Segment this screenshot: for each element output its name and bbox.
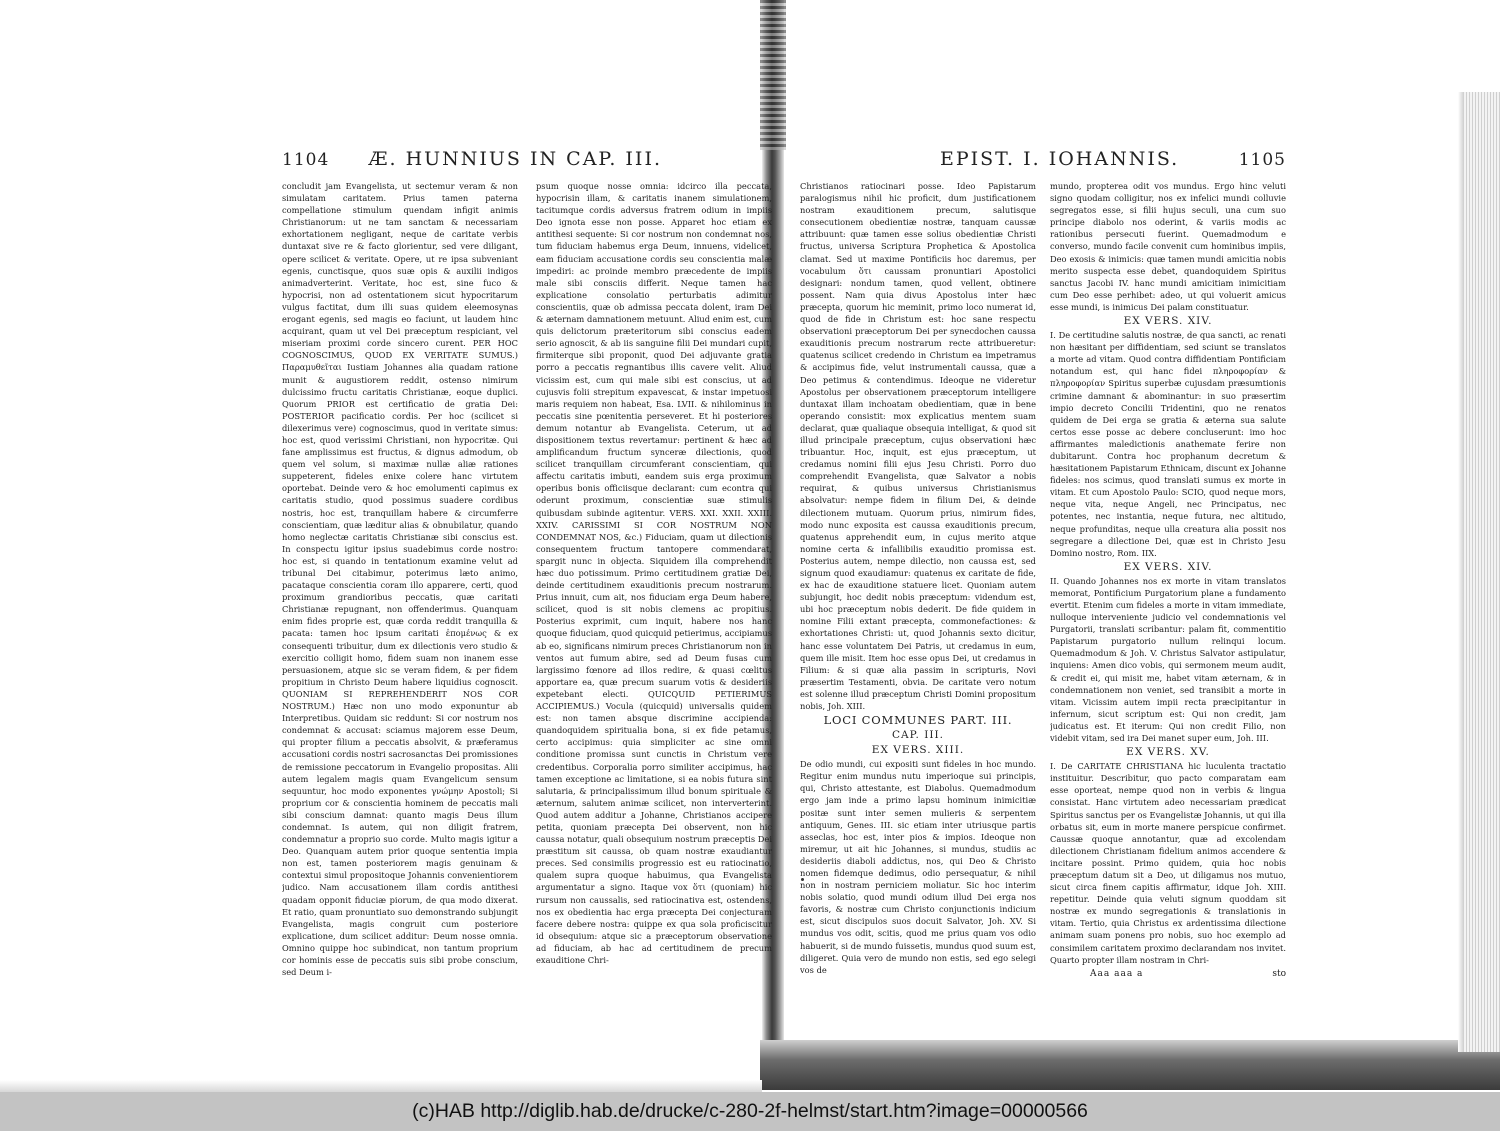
right-page [800, 140, 1286, 1020]
signature-mark: Aaa aaa a [1090, 968, 1144, 979]
right-page-number: 1105 [1238, 150, 1286, 170]
section-heading-cap: CAP. III. [891, 729, 944, 742]
right-column-2-para-3: I. De CARITATE CHRISTIANA hic luculenta tractatio instituitur. Describitur, quo pacto comparatam eam esse oporteat, nempe quod non in verbis & lingua consistat. Hanc virtutem adeo necessariam prædicat Spiritus sanctus per os Evangelistæ Johannis, ut qui illa orbatus sit, eum in morte manere perspicue confirmet. Caussæ quoque annotantur, quæ ad excolendam dilectionem Christianam fidelium animos accendere & incitare possint. Primo quidem, quia hoc nobis præceptum datum sit a Deo, ut diligamus nos mutuo, sicut circa finem capitis affirmatur, idque Joh. XIII. repetitur. Deinde quia veluti signum quoddam sit nostræ ex mundo segregationis & translationis in vitam. Tertio, quia Christus ex ardentissima dilectione animam suam ponens pro nobis, suo hoc exemplo ad consimilem caritatem proximo declarandam nos invitet. Quarto propter illam nostram in Chri- [1050, 761, 1286, 965]
left-column-1 [282, 180, 518, 1020]
scan-table-shadow [760, 1040, 1500, 1090]
left-column-1-text: concludit jam Evangelista, ut sectemur veram & non simulatam caritatem. Prius tamen paterna compellatione stimulum quendam infigit animis Christianorum: ut ne tam sanctam & necessariam exhortationem negligant, neque de caritate verbis duntaxat sive re & facto glorientur, sed vere diligant, opere scilicet & veritate. Opere, ut re ipsa subveniant egenis, cunctisque, quos suæ opis & auxilii indigos animadverterint. Veritate, hoc est, sine fuco & hypocrisi, non ad ostentationem sicut hypocritarum vulgus factitat, dum illi suas quidem eleemosynas erogant egenis, sed magis eo faciunt, ut laudem hinc acquirant, quam ut vel Dei præceptum respiciant, vel miseriam proximi corde sincero curent. PER HOC COGNOSCIMUS, QUOD EX VERITATE SUMUS.) Παραμυθεῖται Iustiam Johannes alia quadam ratione munit & augustiorem reddit, ostenso nimirum dulcissimo fructu caritatis Christianæ, eoque duplici. Quorum PRIOR est certificatio de gratia Dei: POSTERIOR pacificatio cordis. Per hoc (scilicet si dilexerimus vere) cognoscimus, quod in veritate simus: hoc est, quod verissimi Christiani, non hypocritæ. Qui fane amplissimus est fructus, & dignus admodum, ob quem vel solum, si maximæ nullæ aliæ rationes suppeterent, fideles enixe colere hanc virtutem oportebat. Deinde vero & hoc emolumenti capimus ex caritatis studio, quod possimus suadere cordibus nostris, hoc est, tranquillam habere & circumferre conscientiam, quæ læditur alias & obnubilatur, quando homo neglectæ caritatis Christianæ sibi conscius est. In conspectu igitur ipsius suadebimus corde nostro: hoc est, si quando in tentationum examine velut ad tribunal Dei citabimur, poterimus læto animo, pacataque conscientia coram illo apparere, certi, quod proximum grandioribus peccatis, quæ caritati Christianæ repugnant, non offenderimus. Quanquam enim fides proprie est, quæ corda reddit tranquilla & pacata: tamen hoc ipsum caritati ἐπομένως & ex consequenti tribuitur, dum ex dilectionis vero studio & exercitio colligit homo, fidem suam non inanem esse persuasionem, atque sic se veram fidem, & per fidem propitium in Christo Deum habere liquidius cognoscit. QUONIAM SI REPREHENDERIT NOS COR NOSTRUM.) Hæc non uno modo exponuntur ab Interpretibus. Quidam sic reddunt: Si cor nostrum nos condemnat & accusat: sciamus majorem esse Deum, qui propter filium a peccatis absolvit, & præferamus accusationi cordis nostri sacrosanctas Dei promissiones de remissione peccatorum in Evangelio propositas. Alii autem legalem magis quam Evangelicum sensum sequuntur, hoc modo exponentes γνώμην Apostoli; Si proprium cor & conscientia hominem de peccatis mali sibi conscium damnat: quanto magis Deus illum condemnat. Is autem, qui non diligit fratrem, condemnatur a proprio suo corde. Multo magis igitur a Deo. Quanquam autem prior quoque sententia impia non est, tamen posteriorem magis genuinam & contextui simul propositoque Johannis convenientiorem judico. Nam accusationem illam cordis antithesi quadam opponit fiduciæ piorum, de qua modo dixerat. Et ratio, quam pronuntiato suo demonstrando subjungit Evangelista, magis congruit cum posteriore explicatione, dum scilicet additur: Deum nosse omnia. Omnino quippe hoc subindicat, non tantum proprium cor hominis esse de peccatis suis sibi probe conscium, sed Deum i- [282, 181, 518, 978]
right-running-head [800, 140, 1286, 170]
left-column-2-text: psum quoque nosse omnia: idcirco illa peccata, hypocrisin illam, & caritatis inanem simulationem, tacitumque cordis adversus fratrem odium in impiis Deo ignota esse non posse. Apparet hoc etiam ex antithesi sequente: Si cor nostrum non condemnat nos, tum fiduciam habemus erga Deum, innuens, videlicet, eam fiduciam accusatione cordis seu conscientia malæ impediri: ac proinde membro præcedente de impiis male sibi consciis differit. Neque tamen hac explicatione consolatio perturbatis adimitur conscientiis, quæ ob admissa peccata dolent, iram Dei & æternam damnationem metuunt. Aliud enim est, cum quis delictorum præteritorum sibi conscius eadem serio agnoscit, & ab iis sanguine filii Dei mundari cupit, firmiterque sibi proponit, quod Dei adjuvante gratia porro a peccatis regnantibus illis cavere velit. Aliud vicissim est, cum qui male sibi est conscius, ut ad cujusvis folii strepitum expavescat, & instar impetuosi maris requiem non habeat, Esa. LVII. & nihilominus in peccatis sine pœnitentia perseveret. Et hi posteriores demum notantur ab Evangelista. Ceterum, ut ad dispositionem textus revertamur: pertinent & hæc ad amplificandum fructum synceræ dilectionis, quod scilicet tranquillam circumferant conscientiam, qui affectu caritatis imbuti, eandem suis erga proximum operibus bonis officiisque declarant: cum econtra qui oderunt proximum, conscientiæ suæ stimulis quibusdam subinde agitentur. VERS. XXI. XXII. XXIII. XXIV. CARISSIMI SI COR NOSTRUM NON CONDEMNAT NOS, &c.) Fiduciam, quam ut dilectionis consequentem fructum tantopere commendarat, spargit nunc in objecta. Siquidem illa comprehendit hæc duo potissimum. Primo certitudinem gratiæ Dei, deinde certitudinem exauditionis precum nostrarum. Prius innuit, cum ait, nos fiduciam erga Deum habere, scilicet, quod is sit nobis clemens ac propitius. Posterius exprimit, cum inquit, habere nos hanc quoque fiduciam, quod quicquid petierimus, accipiamus ab eo, significans nimirum preces Christianorum non in ventos aut fumum abire, sed ad Deum fusas cum largissimo fœnore ad illos redire, & quasi cœlitus apportare ea, quæ precum suarum votis & desideriis expetebant electi. QUICQUID PETIERIMUS ACCIPIEMUS.) Vocula (quicquid) universalis quidem est: non tamen absque discrimine accipienda: quandoquidem spiritualia bona, si ex fide petamus, certo accipimus: quia simpliciter ac sine omni conditione promissa sunt cunctis in Christum vere credentibus. Corporalia porro similiter accipimus, hac tamen exceptione ac limitatione, si ea nobis futura sint salutaria, & principalissimum illud bonum spirituale & æternum, salutem animæ scilicet, non interverterint. Quod autem additur a Johanne, Christianos accipere petita, quoniam præcepta Dei observent, non hic caussa notatur, quali obsequium nostrum præceptis Dei præstitum sit caussa, ob quam nostræ exaudiantur preces. Sed consimilis progressio est eu ratiocinatio, qualem supra quoque habuimus, qua Evangelista argumentatur a signo. Itaque vox ὅτι (quoniam) hic rursum non caussalis, sed ratiocinativa est, ostendens, nos ex obedientia hac erga præcepta Dei conjecturam facere debere nostra: quippe ex qua sola proficiscitur id obsequium: atque sic a præceptorum observatione ad fiduciam, ab hac ad certitudinem de precum exauditione Chri- [536, 181, 772, 965]
right-page-columns [800, 180, 1286, 1020]
source-credit-text: (c)HAB http://diglib.hab.de/drucke/c-280-2f-helmst/start.htm?image=00000566 [412, 1100, 1088, 1122]
right-column-2-para-2: II. Quando Johannes nos ex morte in vitam translatos memorat, Pontificium Purgatorium plane a fundamento evertit. Etenim cum fideles a morte in vitam immediate, nulloque interveniente judicio vel condemnationis vel Purgatorii, translati scribantur: palam fit, commentitio Papistarum purgatorio nullum relinqui locum. Quemadmodum & Joh. V. Christus Salvator astipulatur, inquiens: Amen dico vobis, qui sermonem meum audit, & credit ei, qui misit me, habet vitam æternam, & in condemnationem non veniet, sed transibit a morte in vitam. Vicissim autem impii recta præcipitantur in infernum, sicut scriptum est: Qui non credit, jam judicatus est. Et iterum: Qui non credit Filio, non videbit vitam, sed ira Dei manet super eum, Joh. III. [1050, 575, 1286, 744]
right-column-1 [800, 180, 1036, 1020]
right-column-2 [1050, 180, 1286, 1020]
left-running-head [282, 140, 772, 170]
right-column-1-tail-text: De odio mundi, cui expositi sunt fideles in hoc mundo. Regitur enim mundus nutu imperioque sui principis, qui, Christo attestante, est Diabolus. Quemadmodum ergo jam inde a primo lapsu hominum inimicitiæ positæ sunt inter semen mulieris & serpentem antiquum, Genes. III. sic etiam inter utriusque partis asseclas, hoc est, inter pios & impios. Ideoque non miremur, ut ait hic Johannes, si mundus, studiis ac desideriis diaboli addictus, nos, qui Deo & Christo nomen fidemque dedimus, odio persequatur, & nihil non in nostram perniciem moliatur. Sic hoc interim nobis solatio, quod mundi odium illud Dei erga nos favoris, & nostræ cum Christo conjunctionis indicium est, sicut discipulos suos docuit Salvator, Joh. XV. Si mundus vos odit, scitis, quod me prius quam vos odio habuerit, si de mundo fuissetis, mundus quod suum est, diligeret. Quia vero de mundo non estis, sed ego selegi vos de [800, 759, 1036, 975]
left-column-2 [536, 180, 772, 1020]
scan-table-shadow-left [0, 1080, 762, 1092]
left-running-title: Æ. HUNNIUS IN CAP. III. [368, 148, 662, 170]
right-column-2-para-1: I. De certitudine salutis nostræ, de qua sancti, ac renati non hæsitant per diffidentiam, sed sciunt se translatos a morte ad vitam. Quod contra diffidentiam Pontificiam notandum est, qui hanc fidei πληροφορίαν & πληροφορίαν Spiritus superbæ cujusdam præsumtionis crimine damnant & abominantur: in suo præsertim impio decreto Concilii Tridentini, quo ne renatos quidem de Dei erga se gratia & æterna sua salute certos esse posse ac debere concluserunt: imo hoc affirmantes maledictionis anathemate ferire non dubitarunt. Contra hoc prophanum decretum & hæsitationem Papistarum Ethnicam, discunt ex Johanne fideles: nos scimus, quod translati sumus ex morte in vitam. Et cum Apostolo Paulo: SCIO, quod neque mors, neque vita, neque Angeli, nec Principatus, nec potentes, nec instantia, neque futura, nec altitudo, neque profunditas, neque ulla creatura alia possit nos segregare a dilectione Dei, quæ est in Christo Jesu Domino nostro, Rom. IIX. [1050, 330, 1286, 558]
gutter-binding-stitching [760, 0, 786, 150]
catchword: sto [1272, 968, 1286, 979]
section-heading-vers-xiv-1: EX VERS. XIV. [1123, 315, 1213, 328]
left-page [282, 140, 772, 1020]
right-column-1-text: Christianos ratiocinari posse. Ideo Papistarum paralogismus nihil hic proficit, dum justificationem nostram exauditionem precum, salutisque consecutionem obedientiæ nostræ, tanquam caussæ attribuunt: quæ tamen esse solius obedientiæ Christi fructus, universa Scriptura Prophetica & Apostolica clamat. Sed ut maxime Pontificiis hoc daremus, per vocabulum ὅτι caussam pronuntiari Apostolici designari: nondum tamen, quod vellent, obtinere possent. Nam quia divus Apostolus inter hæc præcepta, quorum hic meminit, primo loco numerat id, quod de fide in Christum est: hoc sane respectu observationi præceptorum Dei per synecdochen caussa exauditionis precum nostrarum recte attribueretur: quatenus scilicet credendo in Christum ea impetramus & accipimus fide, velut instrumentali caussa, quæ a Deo petimus & contendimus. Ideoque ne videretur Apostolus per observationem præceptorum intelligere duntaxat illam inchoatam obedientiam, quæ in bene operando consistit: mox explicatius mentem suam declarat, quæ qualiaque obsequia intelligat, & quod sit illud principale præceptum, cujus observationi hæc tribuantur. Hoc, inquit, est ejus præceptum, ut credamus nomini filii ejus Jesu Christi. Porro duo comprehendit Evangelista, quæ Salvator a nobis requirat, & quibus universus Christianismus absolvatur: nempe fidem in filium Dei, & deinde dilectionem mutuam. Quorum prius, nimirum fides, modo nunc exposita est caussa exauditionis precum, quatenus apprehendit eum, in cujus merito atque nomine certa & infallibilis exauditio promissa est. Posterius autem, nempe dilectio, non caussa est, sed signum quod exaudiamur: quatenus ex caritate de fide, ex hac de exauditione statuere licet. Quoniam autem subjungit, hoc dedit nobis præceptum: videndum est, ubi hoc præceptum nobis dederit. De fide quidem in nomine Filii extant præcepta, commonefactiones: & exhortationes Christi: ut, quod Johannis sexto dicitur, hanc esse voluntatem Dei Patris, ut credamus in eum, quem ille misit. Item hoc esse opus Dei, ut credamus in Filium: & si quæ alia passim in scripturis, Novi præsertim Testamenti, obvia. De caritate vero notum est solenne illud præceptum Christi Domini propositum nobis, Joh. XIII. [800, 181, 1036, 712]
left-page-columns [282, 180, 772, 1020]
source-credit-bar [0, 1092, 1500, 1131]
section-heading-vers-xiv-2: EX VERS. XIV. [1123, 560, 1213, 573]
right-column-2-text: mundo, propterea odit vos mundus. Ergo hinc veluti signo quodam colligitur, nos ex infelici mundi colluvie segregatos esse, si filii hujus seculi, una cum suo principe diabolo nos oderint, & variis modis ac rationibus persecuti fuerint. Quemadmodum e converso, mundo facile convenit cum hominibus impiis, Deo exosis & inimicis: quæ tamen mundi amicitia nobis merito suspecta esse debet, quandoquidem Spiritus sanctus Jacobi IV. hanc mundi amicitiam inimicitiam cum Deo esse perhibet: adeo, ut qui voluerit amicus esse mundi, is inimicus Dei palam constituatur. [1050, 181, 1286, 312]
right-running-title: EPIST. I. IOHANNIS. [940, 148, 1180, 170]
section-heading-vers-xv: EX VERS. XV. [1126, 746, 1210, 759]
left-page-number: 1104 [282, 150, 330, 170]
page-edges-stack [1464, 92, 1500, 1052]
section-heading-loci: LOCI COMMUNES PART. III. [823, 713, 1013, 728]
signature-line [1050, 968, 1286, 980]
section-heading-vers-xiii: EX VERS. XIII. [871, 744, 965, 757]
